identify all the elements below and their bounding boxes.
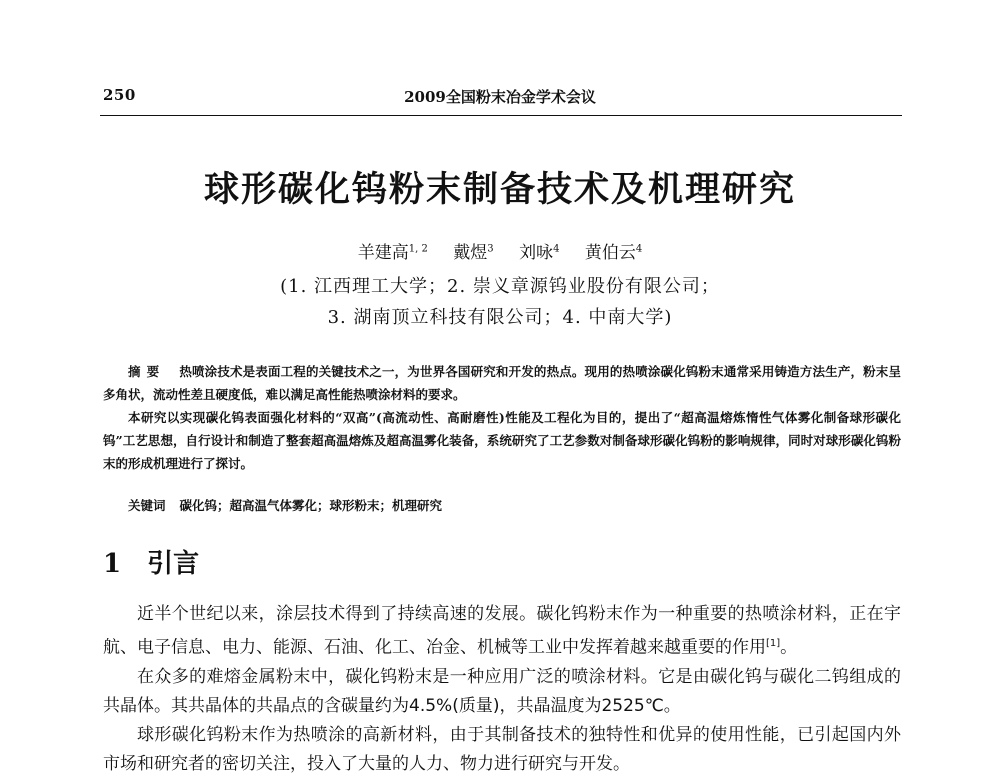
paper-title: 球形碳化钨粉末制备技术及机理研究 <box>203 169 796 210</box>
author-name: 刘咏 <box>519 243 554 263</box>
author-name: 羊建高 <box>357 243 409 263</box>
author <box>358 238 428 263</box>
abstract-paragraph-2: 本研究以实现碳化钨表面强化材料的“双高”(高流动性、高耐磨性)性能及工程化为目的，提出了“超高温熔炼惰性气体雾化制备球形碳化钨”工艺思想，自行设计和制造了整套超高温熔炼及超高温雾化装备，系统研究了工艺参数对制备球形碳化钨粉的影响规律，同时对球形碳化钨粉末的形成机理进行了探讨。 <box>103 410 901 471</box>
author <box>453 238 493 263</box>
section-heading <box>103 543 199 580</box>
citation-ref[interactable]: [1] <box>766 638 781 649</box>
keywords <box>103 496 901 514</box>
author-affiliation-mark: 1, 2 <box>408 243 428 255</box>
author-affiliation-mark: 3 <box>487 243 494 255</box>
body-paragraph-1-text: 近半个世纪以来，涂层技术得到了持续高速的发展。碳化钨粉末作为一种重要的热喷涂材料，正在宇航、电子信息、电力、能源、石油、化工、冶金、机械等工业中发挥着越来越重要的作用 <box>103 604 901 658</box>
author-name: 戴煜 <box>453 243 488 263</box>
body-paragraph-3: 球形碳化钨粉末作为热喷涂的高新材料，由于其制备技术的独特性和优异的使用性能，已引起国内外市场和研究者的密切关注，投入了大量的人力、物力进行研究与开发。 <box>103 724 901 774</box>
section-number: 1 <box>103 549 122 579</box>
author-name: 黄伯云 <box>584 243 636 263</box>
body-paragraph-2: 在众多的难熔金属粉末中，碳化钨粉末是一种应用广泛的喷涂材料。它是由碳化钨与碳化二钨组成的共晶体。其共晶体的共晶点的含碳量约为4.5%(质量)，共晶温度为2525℃。 <box>103 666 901 716</box>
abstract-text-1: 热喷涂技术是表面工程的关键技术之一，为世界各国研究和开发的热点。现用的热喷涂碳化钨粉末通常采用铸造方法生产，粉末呈多角状，流动性差且硬度低，难以满足高性能热喷涂材料的要求。 <box>103 364 901 402</box>
author-list <box>0 238 1000 263</box>
header-divider <box>100 115 902 116</box>
keywords-text: 碳化钨；超高温气体雾化；球形粉末；机理研究 <box>179 498 443 513</box>
abstract-label: 摘要 <box>128 364 166 379</box>
affiliation-line-1: (1. 江西理工大学；2. 崇义章源钨业股份有限公司； <box>280 276 720 297</box>
author <box>585 238 642 263</box>
author-affiliation-mark: 4 <box>635 243 643 255</box>
author <box>519 238 559 263</box>
abstract-paragraph-1 <box>103 360 901 406</box>
body-paragraph-1 <box>103 600 901 663</box>
author-affiliation-mark: 4 <box>553 243 560 255</box>
body-text <box>103 600 901 779</box>
abstract <box>103 360 901 475</box>
page-number: 250 <box>103 86 136 104</box>
affiliation-line-2: 3. 湖南顶立科技有限公司；4. 中南大学) <box>327 307 673 328</box>
section-title: 引言 <box>147 549 200 579</box>
running-header: 2009全国粉末冶金学术会议 <box>404 88 596 106</box>
keywords-label: 关键词 <box>128 498 166 513</box>
body-paragraph-1-end: 。 <box>780 637 798 658</box>
